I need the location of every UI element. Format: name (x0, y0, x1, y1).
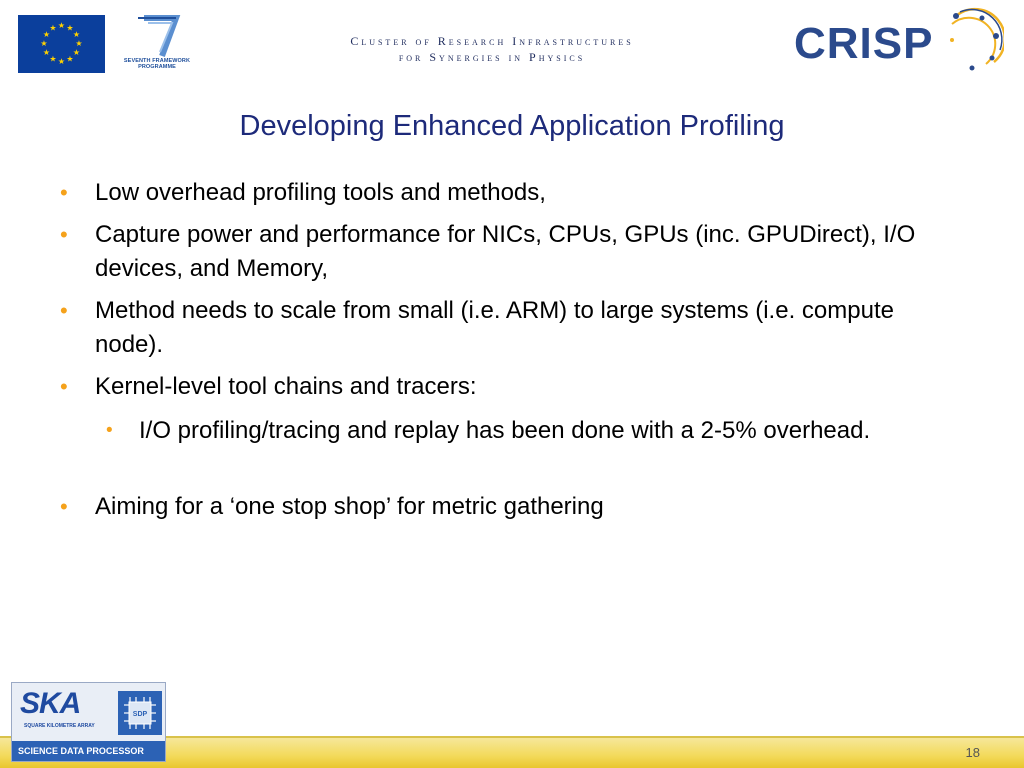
bullet-glyph: • (60, 222, 68, 247)
bullet-text: Capture power and performance for NICs, CPUs, GPUs (inc. GPUDirect), I/O devices, and Memory, (95, 221, 916, 282)
bullet-glyph: • (60, 180, 68, 205)
svg-text:★: ★ (72, 48, 81, 57)
bullet-glyph: • (60, 298, 68, 323)
fp7-logo-icon (118, 14, 196, 78)
slide-header (0, 0, 1024, 90)
cluster-title (300, 33, 684, 65)
bullet-item (60, 218, 955, 286)
cluster-line-1: Cluster of Research Infrastructures (350, 34, 634, 48)
bullet-text: Method needs to scale from small (i.e. ARM) to large systems (i.e. compute node). (95, 297, 894, 358)
ska-caption: SCIENCE DATA PROCESSOR (12, 741, 165, 761)
bullet-text: Aiming for a ‘one stop shop’ for metric gathering (95, 493, 604, 520)
sub-bullet-item (106, 414, 949, 448)
page-number: 18 (965, 745, 980, 760)
bullet-item (60, 176, 955, 210)
svg-text:★: ★ (49, 54, 57, 64)
ska-logo-icon (12, 683, 165, 741)
fp7-caption: SEVENTH FRAMEWORK PROGRAMME (123, 58, 191, 70)
svg-text:★: ★ (66, 54, 74, 64)
bullet-text: Kernel-level tool chains and tracers: (95, 373, 477, 400)
sdp-badge-text: SDP (132, 711, 148, 718)
svg-text:★: ★ (42, 48, 51, 57)
svg-text:★: ★ (57, 57, 66, 66)
bullet-item (60, 490, 955, 524)
ska-subtitle: SQUARE KILOMETRE ARRAY (24, 723, 95, 729)
slide-title: Developing Enhanced Application Profiling (239, 110, 785, 142)
sdp-chip-icon (118, 691, 162, 735)
ska-sdp-logo (11, 682, 166, 762)
bullet-item (60, 370, 955, 404)
ska-logo-text: SKA (20, 687, 81, 720)
bullet-text: Low overhead profiling tools and methods, (95, 179, 546, 206)
svg-text:★: ★ (49, 23, 57, 33)
bullet-item (60, 294, 955, 362)
svg-text:★: ★ (66, 23, 74, 33)
bullet-glyph: • (60, 374, 68, 399)
svg-text:★: ★ (57, 21, 66, 30)
svg-text:★: ★ (75, 39, 83, 48)
svg-text:★: ★ (42, 30, 51, 39)
bullet-glyph: • (60, 494, 68, 519)
crisp-rings-icon (942, 6, 1004, 76)
svg-text:★: ★ (40, 39, 48, 48)
svg-text:★: ★ (72, 30, 81, 39)
cluster-line-2: for Synergies in Physics (398, 50, 586, 64)
bullet-text: I/O profiling/tracing and replay has been done with a 2-5% overhead. (139, 417, 871, 444)
crisp-logo-text: CRISP (794, 19, 934, 68)
crisp-logo (794, 6, 1009, 76)
bullet-glyph: • (106, 420, 113, 441)
eu-flag-icon (18, 15, 105, 73)
